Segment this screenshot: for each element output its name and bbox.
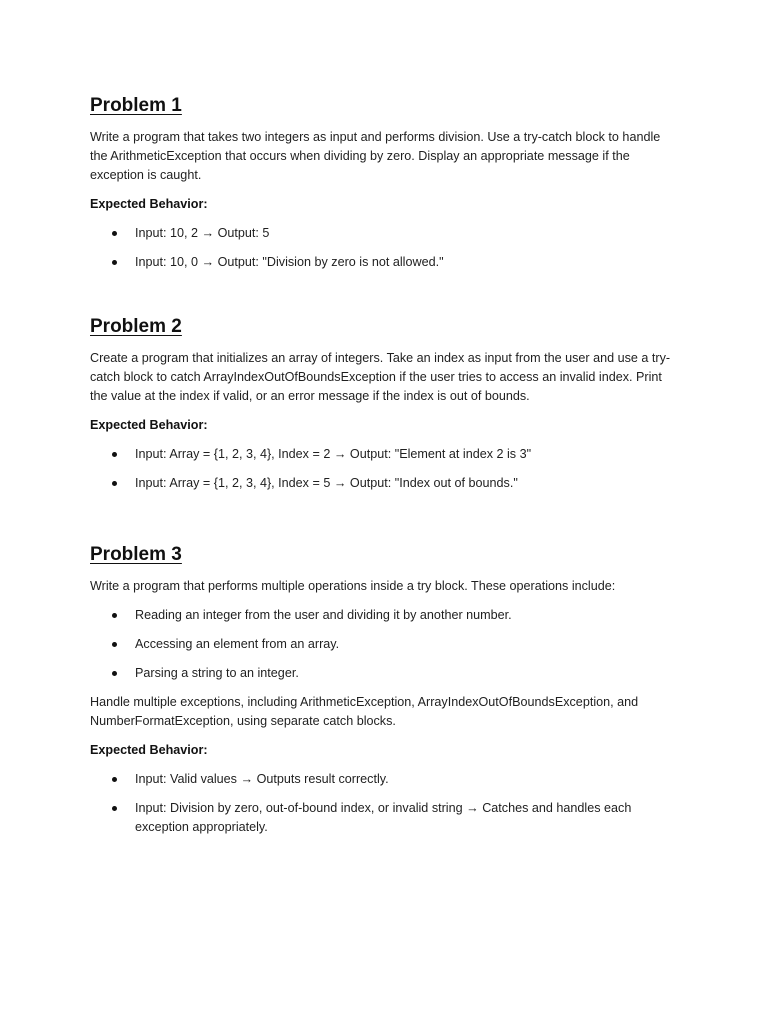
problem-3-operation-1: Reading an integer from the user and dividing it by another number. (135, 608, 512, 622)
problem-3-description: Write a program that performs multiple operations inside a try block. These operations include: (90, 579, 616, 593)
bullet-icon (112, 613, 117, 618)
list-item (90, 606, 680, 625)
problem-3-expected-2: Input: Division by zero, out-of-bound index, or invalid string → Catches and handles each exception appropriately. (135, 801, 632, 834)
bullet-icon (112, 642, 117, 647)
list-item (90, 253, 680, 272)
problem-3-title: Problem 3 (90, 544, 182, 565)
list-item (90, 474, 680, 493)
list-item (90, 664, 680, 683)
problem-2-description: Create a program that initializes an array of integers. Take an index as input from the user and use a try-catch block to catch ArrayIndexOutOfBoundsException if the user tries to access an invalid index. Print the value at the index if valid, or an error message if the index is out of bounds. (90, 351, 671, 403)
problem-3-handle-text: Handle multiple exceptions, including ArithmeticException, ArrayIndexOutOfBoundsException, and NumberFormatException, using separate catch blocks. (90, 695, 639, 728)
bullet-icon (112, 231, 117, 236)
list-item (90, 635, 680, 654)
problem-1-expected-1: Input: 10, 2 → Output: 5 (135, 226, 270, 240)
problem-3-operations-list (90, 606, 680, 683)
problem-1-title: Problem 1 (90, 95, 182, 116)
problem-3-operation-2: Accessing an element from an array. (135, 637, 340, 651)
problem-2-section (90, 315, 680, 493)
problem-3-expected-list (90, 770, 680, 837)
problem-1-section (90, 94, 680, 272)
bullet-icon (112, 481, 117, 486)
problem-3-section (90, 543, 680, 837)
problem-1-expected-list (90, 224, 680, 272)
bullet-icon (112, 452, 117, 457)
problem-2-expected-label: Expected Behavior: (90, 418, 208, 432)
bullet-icon (112, 260, 117, 265)
problem-1-expected-2: Input: 10, 0 → Output: "Division by zero is not allowed." (135, 255, 444, 269)
problem-2-expected-2: Input: Array = {1, 2, 3, 4}, Index = 5 → Output: "Index out of bounds." (135, 476, 518, 490)
problem-3-operation-3: Parsing a string to an integer. (135, 666, 299, 680)
problem-3-expected-1: Input: Valid values → Outputs result correctly. (135, 772, 389, 786)
bullet-icon (112, 806, 117, 811)
problem-2-title: Problem 2 (90, 316, 182, 337)
list-item (90, 799, 680, 837)
problem-2-expected-list (90, 445, 680, 493)
list-item (90, 224, 680, 243)
bullet-icon (112, 671, 117, 676)
bullet-icon (112, 777, 117, 782)
list-item (90, 770, 680, 789)
list-item (90, 445, 680, 464)
problem-1-expected-label: Expected Behavior: (90, 197, 208, 211)
problem-2-expected-1: Input: Array = {1, 2, 3, 4}, Index = 2 → Output: "Element at index 2 is 3" (135, 447, 532, 461)
problem-3-expected-label: Expected Behavior: (90, 743, 208, 757)
problem-1-description: Write a program that takes two integers as input and performs division. Use a try-catch block to handle the ArithmeticException that occurs when dividing by zero. Display an appropriate message if the exception is caught. (90, 130, 661, 182)
